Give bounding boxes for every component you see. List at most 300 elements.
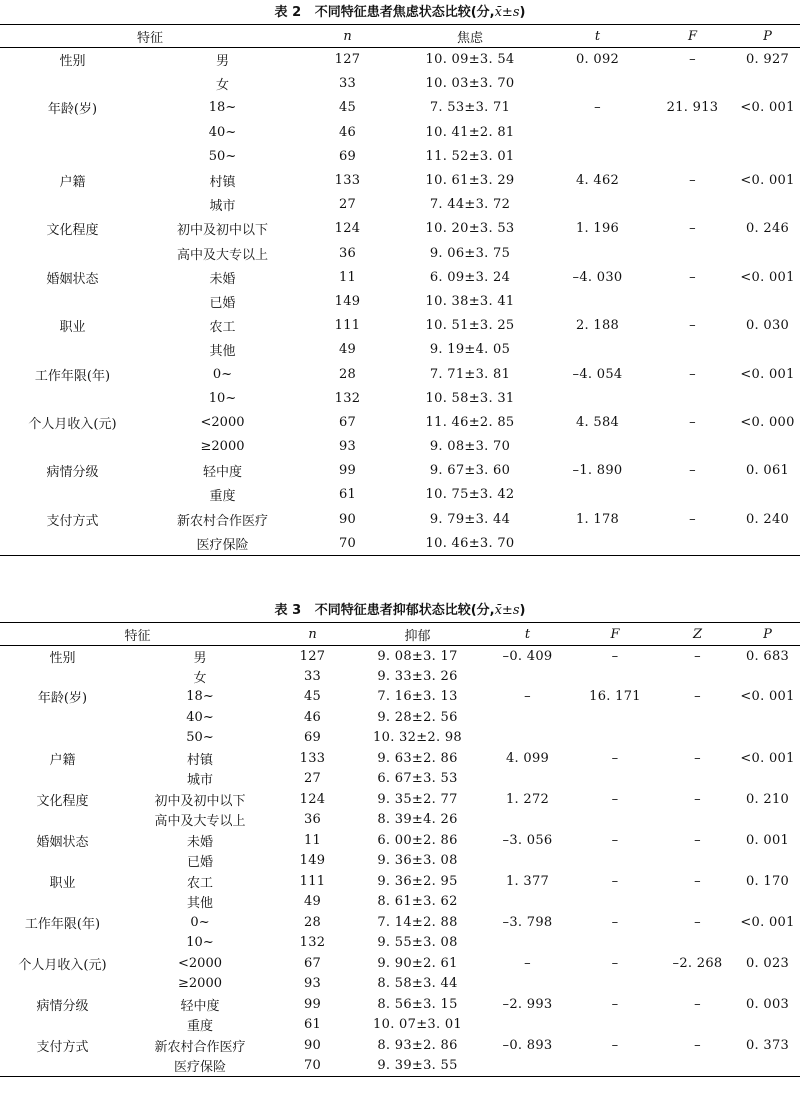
- cell-sub: 城市: [187, 773, 214, 789]
- cell-P: [735, 435, 800, 459]
- table-row: [0, 769, 800, 790]
- table-row: [0, 789, 800, 810]
- cell-P: 0. 061: [745, 463, 790, 479]
- cell-sub: 18~: [186, 689, 214, 705]
- cell-Z: [660, 974, 735, 995]
- cell-group: [0, 483, 145, 507]
- cell-P: <0. 001: [740, 100, 795, 116]
- cell-t: –2. 993: [502, 996, 553, 1012]
- table-3-header-f: F: [570, 623, 660, 646]
- cell-sub: 男: [216, 54, 230, 70]
- cell-Z: –: [694, 873, 701, 889]
- table-row: [0, 120, 800, 144]
- table-row: [0, 435, 800, 459]
- cell-group: 工作年限(年): [34, 368, 111, 384]
- cell-n: 27: [303, 771, 322, 787]
- cell-sub: 已婚: [209, 295, 236, 311]
- cell-t: [485, 707, 570, 728]
- cell-n: 149: [334, 293, 361, 309]
- cell-group: [0, 338, 145, 362]
- cell-t: 1. 377: [505, 873, 550, 889]
- cell-Z: –: [694, 914, 701, 930]
- table-row: [0, 410, 800, 434]
- cell-F: [570, 810, 660, 831]
- cell-t: [485, 728, 570, 749]
- table-3-header-n: n: [275, 623, 350, 646]
- cell-n: 132: [299, 935, 326, 951]
- cell-group: 个人月收入(元): [28, 416, 117, 432]
- cell-P: [735, 1015, 800, 1036]
- cell-P: 0. 683: [745, 648, 790, 664]
- table-row: [0, 72, 800, 96]
- cell-n: 133: [334, 173, 361, 189]
- cell-group: 文化程度: [46, 223, 99, 239]
- cell-score: 9. 19±4. 05: [429, 342, 511, 358]
- cell-sub: 其他: [209, 344, 236, 360]
- cell-n: 69: [338, 148, 357, 164]
- cell-group: [0, 193, 145, 217]
- table-row: [0, 217, 800, 241]
- table-row: [0, 728, 800, 749]
- cell-F: –: [689, 366, 696, 382]
- cell-sub: 初中及初中以下: [154, 793, 246, 809]
- cell-n: 69: [303, 730, 322, 746]
- cell-sub: 18~: [208, 100, 237, 116]
- table-row: [0, 1035, 800, 1056]
- cell-n: 67: [303, 955, 322, 971]
- cell-group: [0, 1056, 125, 1077]
- cell-Z: [660, 707, 735, 728]
- cell-t: 4. 584: [575, 414, 620, 430]
- cell-t: –1. 890: [572, 463, 623, 479]
- table-row: [0, 666, 800, 687]
- cell-t: [545, 435, 650, 459]
- cell-group: [0, 241, 145, 265]
- cell-sub: 轻中度: [203, 465, 243, 481]
- cell-t: 1. 196: [575, 221, 620, 237]
- cell-score: 9. 08±3. 17: [377, 648, 458, 664]
- cell-group: 文化程度: [36, 793, 89, 809]
- table-2-header-f: F: [650, 25, 735, 48]
- table-3-header-feature: 特征: [0, 623, 275, 646]
- cell-t: [545, 241, 650, 265]
- cell-P: <0. 001: [740, 914, 795, 930]
- cell-sub: 重度: [187, 1019, 214, 1035]
- table-2-title: 不同特征患者焦虑状态比较(分,: [314, 5, 495, 20]
- cell-sub: 医疗保险: [125, 1056, 275, 1077]
- table-row: [0, 974, 800, 995]
- cell-sub: 50~: [186, 730, 214, 746]
- cell-group: 性别: [59, 54, 86, 70]
- cell-score: 10. 58±3. 31: [425, 390, 515, 406]
- cell-F: –: [689, 318, 696, 334]
- cell-n: 28: [338, 366, 357, 382]
- table-3-header-t: t: [485, 623, 570, 646]
- cell-sub: 农工: [209, 320, 236, 336]
- cell-F: –: [689, 511, 696, 527]
- table-2-header-n: n: [300, 25, 395, 48]
- cell-P: <0. 001: [740, 173, 795, 189]
- table-row: [0, 483, 800, 507]
- cell-n: 124: [334, 221, 361, 237]
- cell-score: 9. 06±3. 75: [429, 245, 511, 261]
- cell-P: <0. 001: [740, 269, 795, 285]
- cell-score: 9. 36±2. 95: [377, 873, 458, 889]
- cell-n: 36: [338, 245, 357, 261]
- cell-t: [485, 933, 570, 954]
- cell-score: 9. 55±3. 08: [377, 935, 458, 951]
- cell-sub: 初中及初中以下: [177, 223, 269, 239]
- cell-score: 9. 79±3. 44: [429, 511, 511, 527]
- table-row: [0, 289, 800, 313]
- cell-F: –: [689, 463, 696, 479]
- cell-n: 111: [334, 318, 361, 334]
- cell-t: –: [594, 100, 601, 116]
- cell-sub: 40~: [186, 709, 214, 725]
- cell-n: 93: [338, 439, 357, 455]
- cell-group: 工作年限(年): [24, 916, 101, 932]
- cell-n: 99: [338, 463, 357, 479]
- cell-n: 127: [334, 52, 361, 68]
- table-3-header-z: Z: [660, 623, 735, 646]
- cell-t: [485, 769, 570, 790]
- cell-sub: 新农村合作医疗: [154, 1039, 246, 1055]
- cell-t: 0. 092: [575, 52, 620, 68]
- cell-Z: [660, 1015, 735, 1036]
- cell-P: <0. 001: [740, 366, 795, 382]
- cell-P: 0. 003: [745, 996, 790, 1012]
- table-3-header-score: 抑郁: [350, 623, 485, 646]
- cell-score: 10. 38±3. 41: [425, 293, 515, 309]
- cell-sub: 医疗保险: [145, 531, 300, 555]
- cell-P: [735, 666, 800, 687]
- cell-n: 99: [303, 996, 322, 1012]
- table-row: [0, 646, 800, 667]
- table-3-title-end: ): [519, 603, 526, 618]
- table-2-header-score: 焦虑: [395, 25, 545, 48]
- cell-F: –: [689, 173, 696, 189]
- table-row: [0, 892, 800, 913]
- cell-score: 8. 58±3. 44: [377, 976, 458, 992]
- table-row: [0, 96, 800, 120]
- cell-score: 8. 93±2. 86: [377, 1037, 458, 1053]
- cell-F: [650, 386, 735, 410]
- cell-F: [570, 1056, 660, 1077]
- cell-F: [570, 851, 660, 872]
- cell-sub: 0~: [212, 366, 233, 382]
- cell-Z: [660, 769, 735, 790]
- cell-Z: –: [694, 750, 701, 766]
- table-row: [0, 507, 800, 531]
- cell-sub: 0~: [190, 914, 210, 930]
- cell-P: 0. 927: [745, 52, 790, 68]
- table-row: [0, 687, 800, 708]
- cell-group: [0, 851, 125, 872]
- cell-t: 2. 188: [575, 318, 620, 334]
- cell-score: 10. 46±3. 70: [395, 531, 545, 555]
- cell-sub: <2000: [200, 414, 245, 430]
- cell-group: [0, 120, 145, 144]
- cell-score: 7. 44±3. 72: [429, 197, 511, 213]
- cell-Z: –: [694, 1037, 701, 1053]
- cell-group: 婚姻状态: [46, 271, 99, 287]
- cell-P: [735, 974, 800, 995]
- cell-t: [485, 810, 570, 831]
- cell-P: <0. 000: [740, 414, 795, 430]
- cell-group: [0, 289, 145, 313]
- cell-F: –: [611, 1037, 619, 1053]
- cell-sub: 未婚: [209, 271, 236, 287]
- cell-Z: [660, 851, 735, 872]
- cell-t: –3. 056: [502, 832, 553, 848]
- cell-t: –: [524, 689, 531, 705]
- cell-P: <0. 001: [740, 689, 795, 705]
- table-row: [0, 362, 800, 386]
- cell-n: 27: [338, 197, 357, 213]
- cell-F: [570, 769, 660, 790]
- cell-sub: <2000: [178, 955, 222, 971]
- cell-n: 49: [303, 894, 322, 910]
- cell-score: 10. 41±2. 81: [425, 124, 515, 140]
- cell-sub: 女: [193, 670, 207, 686]
- cell-sub: ≥2000: [200, 439, 245, 455]
- table-row: [0, 386, 800, 410]
- table-2-label: 表 2: [274, 5, 302, 20]
- cell-t: [545, 120, 650, 144]
- table-2-header-p: P: [735, 25, 800, 48]
- cell-P: [735, 707, 800, 728]
- table-row: [0, 314, 800, 338]
- cell-group: 个人月收入(元): [18, 957, 107, 973]
- cell-P: [735, 241, 800, 265]
- cell-n: 61: [303, 1017, 322, 1033]
- table-3: [0, 622, 800, 1077]
- cell-score: 10. 75±3. 42: [425, 487, 515, 503]
- cell-F: [570, 728, 660, 749]
- table-3-label: 表 3: [274, 603, 302, 618]
- table-row: [0, 933, 800, 954]
- cell-score: 11. 52±3. 01: [425, 148, 515, 164]
- cell-group: [0, 435, 145, 459]
- cell-t: –4. 054: [572, 366, 623, 382]
- cell-F: [650, 289, 735, 313]
- cell-group: 婚姻状态: [36, 834, 89, 850]
- cell-F: [570, 666, 660, 687]
- cell-sub: 50~: [208, 148, 237, 164]
- cell-sub: 高中及大专以上: [154, 814, 246, 830]
- cell-score: 7. 14±2. 88: [377, 914, 458, 930]
- cell-Z: –: [694, 791, 701, 807]
- cell-n: 149: [299, 853, 326, 869]
- cell-P: [735, 193, 800, 217]
- cell-n: 11: [338, 269, 357, 285]
- cell-group: [0, 707, 125, 728]
- cell-group: [0, 974, 125, 995]
- cell-score: 6. 00±2. 86: [377, 832, 458, 848]
- cell-F: [650, 144, 735, 168]
- cell-Z: –: [694, 996, 701, 1012]
- cell-Z: –: [694, 648, 701, 664]
- cell-Z: –2. 268: [672, 955, 723, 971]
- cell-F: –: [611, 750, 619, 766]
- table-3-caption: [0, 600, 800, 622]
- cell-score: 10. 20±3. 53: [425, 221, 515, 237]
- cell-sub: 其他: [187, 896, 214, 912]
- cell-P: [735, 386, 800, 410]
- cell-P: [735, 289, 800, 313]
- cell-score: 9. 39±3. 55: [350, 1056, 485, 1077]
- cell-F: –: [689, 269, 696, 285]
- cell-t: –0. 409: [502, 648, 553, 664]
- cell-score: 9. 35±2. 77: [377, 791, 458, 807]
- cell-P: [735, 810, 800, 831]
- cell-t: [545, 289, 650, 313]
- cell-score: 7. 16±3. 13: [377, 689, 458, 705]
- cell-sub: ≥2000: [178, 976, 222, 992]
- cell-P: [735, 892, 800, 913]
- cell-group: [0, 728, 125, 749]
- cell-sub: 重度: [209, 489, 236, 505]
- cell-n: 90: [338, 511, 357, 527]
- cell-P: 0. 246: [745, 221, 790, 237]
- cell-t: –4. 030: [572, 269, 623, 285]
- table-2-header-feature: 特征: [0, 25, 300, 48]
- cell-F: –: [689, 52, 696, 68]
- table-row: [0, 48, 800, 72]
- cell-t: 4. 462: [575, 173, 620, 189]
- cell-t: [545, 386, 650, 410]
- cell-F: 16. 171: [589, 689, 641, 705]
- cell-score: 9. 33±3. 26: [377, 668, 458, 684]
- table-2-header-t: t: [545, 25, 650, 48]
- cell-F: [570, 707, 660, 728]
- cell-sub: 高中及大专以上: [177, 247, 269, 263]
- cell-Z: [660, 892, 735, 913]
- table-3-block: [0, 598, 800, 1077]
- cell-score: 9. 67±3. 60: [429, 463, 511, 479]
- cell-group: [0, 769, 125, 790]
- cell-score: 6. 67±3. 53: [377, 771, 458, 787]
- cell-F: [650, 72, 735, 96]
- cell-n: 93: [303, 976, 322, 992]
- cell-n: 127: [299, 648, 326, 664]
- cell-sub: 未婚: [187, 834, 214, 850]
- cell-group: 户籍: [59, 175, 86, 191]
- table-2-body: [0, 48, 800, 556]
- table-row: [0, 810, 800, 831]
- table-row: [0, 994, 800, 1015]
- cell-score: 10. 07±3. 01: [373, 1017, 462, 1033]
- cell-t: [485, 1056, 570, 1077]
- cell-sub: 农工: [187, 875, 214, 891]
- cell-F: –: [689, 414, 696, 430]
- cell-group: [0, 144, 145, 168]
- table-row: [0, 748, 800, 769]
- cell-P: [735, 728, 800, 749]
- cell-score: 9. 90±2. 61: [377, 955, 458, 971]
- table-3-header-p: P: [735, 623, 800, 646]
- cell-group: 支付方式: [36, 1039, 89, 1055]
- cell-n: 33: [303, 668, 322, 684]
- table-row: [0, 1056, 800, 1077]
- cell-F: [570, 1015, 660, 1036]
- cell-t: [485, 1015, 570, 1036]
- cell-group: [0, 386, 145, 410]
- cell-t: –0. 893: [502, 1037, 553, 1053]
- cell-t: –3. 798: [502, 914, 553, 930]
- cell-score: 9. 36±3. 08: [377, 853, 458, 869]
- cell-sub: 10~: [208, 390, 237, 406]
- cell-t: [545, 72, 650, 96]
- cell-n: 36: [303, 812, 322, 828]
- table-row: [0, 193, 800, 217]
- cell-Z: –: [694, 689, 701, 705]
- cell-group: [0, 810, 125, 831]
- cell-F: [570, 933, 660, 954]
- table-row: [0, 241, 800, 265]
- cell-score: 9. 28±2. 56: [377, 709, 458, 725]
- cell-Z: [660, 666, 735, 687]
- table-row: [0, 851, 800, 872]
- table-2-title-end: ): [519, 5, 526, 20]
- cell-P: [735, 120, 800, 144]
- cell-n: 132: [334, 390, 361, 406]
- cell-group: [0, 72, 145, 96]
- cell-P: [735, 1056, 800, 1077]
- cell-n: 45: [338, 100, 357, 116]
- cell-t: [485, 974, 570, 995]
- table-2-caption: [0, 2, 800, 24]
- cell-F: [570, 892, 660, 913]
- cell-F: –: [611, 832, 619, 848]
- cell-F: –: [611, 996, 619, 1012]
- cell-sub: 40~: [208, 124, 237, 140]
- cell-sub: 轻中度: [180, 998, 220, 1014]
- cell-n: 90: [303, 1037, 322, 1053]
- cell-t: 1. 178: [575, 511, 620, 527]
- cell-F: –: [611, 914, 619, 930]
- cell-n: 33: [338, 76, 357, 92]
- table-row: [0, 144, 800, 168]
- cell-Z: [660, 810, 735, 831]
- cell-F: –: [689, 221, 696, 237]
- cell-sub: 村镇: [209, 175, 236, 191]
- table-row: [0, 871, 800, 892]
- cell-score: 7. 53±3. 71: [429, 100, 511, 116]
- cell-P: [735, 144, 800, 168]
- cell-P: [735, 769, 800, 790]
- cell-score: 8. 39±4. 26: [377, 812, 458, 828]
- cell-F: –: [611, 873, 619, 889]
- cell-sub: 女: [216, 78, 230, 94]
- cell-F: –: [611, 648, 619, 664]
- table-3-title: 不同特征患者抑郁状态比较(分,: [314, 603, 495, 618]
- cell-t: 1. 272: [505, 791, 550, 807]
- table-row: [0, 707, 800, 728]
- cell-sub: 10~: [186, 935, 214, 951]
- cell-n: 49: [338, 342, 357, 358]
- table-row: [0, 459, 800, 483]
- cell-t: [545, 483, 650, 507]
- cell-n: 70: [275, 1056, 350, 1077]
- cell-F: –: [611, 955, 619, 971]
- cell-score: 10. 32±2. 98: [373, 730, 462, 746]
- cell-group: 病情分级: [36, 998, 89, 1014]
- cell-group: 性别: [49, 650, 76, 666]
- cell-sub: 男: [193, 650, 207, 666]
- cell-score: 9. 63±2. 86: [377, 750, 458, 766]
- table-row: [0, 531, 800, 555]
